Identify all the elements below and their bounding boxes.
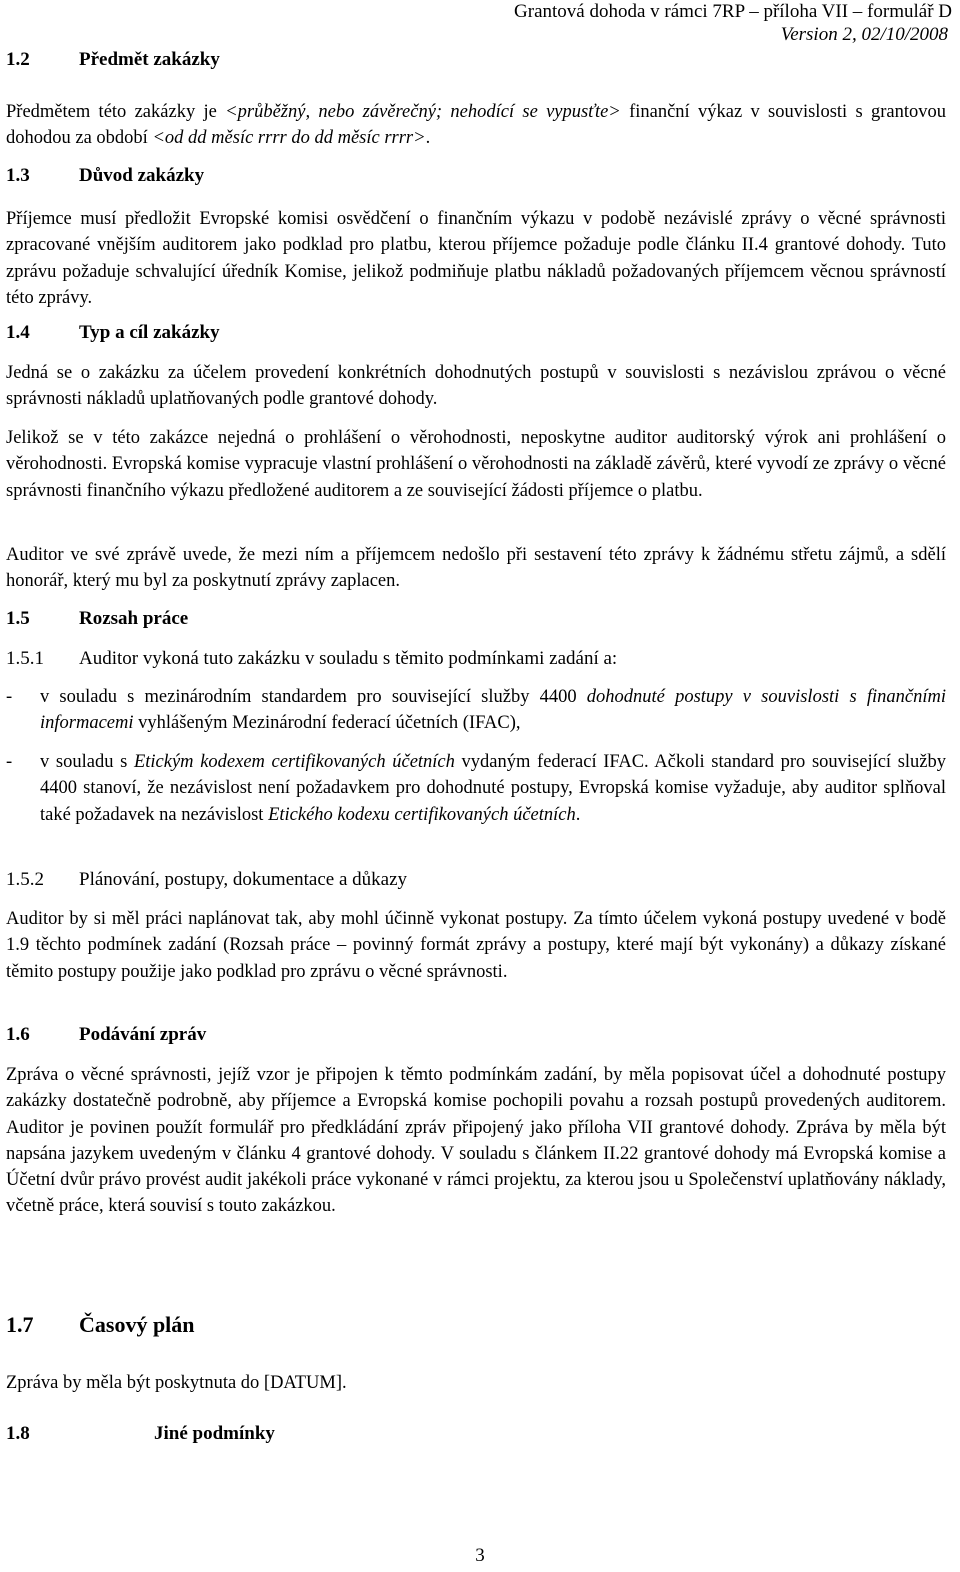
- section-heading-1-7: [6, 1313, 195, 1337]
- document-header-version: Version 2, 02/10/2008: [780, 24, 948, 45]
- paragraph-1-6: Zpráva o věcné správnosti, jejíž vzor je připojen k těmto podmínkám zadání, by měla popisovat účel a dohodnuté postupy zakázky dostatečně podrobně, aby příjemce a Evropská komise pochopili povahu a rozsah postupů provedených auditorem. Auditor je povinen použít formulář pro předkládání zpráv připojený jako příloha VII grantové dohody. Zpráva by měla být napsána jazykem uvedeným v článku 4 grantové dohody. V souladu s článkem II.22 grantové dohody má Evropská komise a Účetní dvůr právo provést audit jakékoli práce vykonané v rámci projektu, za kterou jsou u Společenství uplatňovány náklady, včetně práce, která souvisí s touto zakázkou.: [6, 1065, 946, 1217]
- paragraph-1-2: [6, 99, 946, 152]
- code-title: Etického kodexu certifikovaných účetních: [268, 804, 576, 825]
- text-run: .: [575, 804, 581, 825]
- section-number: 1.3: [6, 165, 30, 186]
- text-run: v souladu s: [40, 752, 134, 772]
- section-heading-1-6: [6, 1023, 206, 1047]
- paragraph-1-4-2: Jelikož se v této zakázce nejedná o prohlášení o věrohodnosti, neposkytne auditor auditorský výrok ani prohlášení o věrohodnosti. Evropská komise vypracuje vlastní prohlášení o věrohodnosti na základě závěrů, které vyvodí ze zprávy o věcné správnosti finančního výkazu předložené auditorem a ze související žádosti příjemce o platbu.: [6, 428, 946, 501]
- section-title: Jiné podmínky: [154, 1423, 275, 1444]
- bullet-text: [40, 749, 946, 828]
- document-header-title: Grantová dohoda v rámci 7RP – příloha VII – formulář D: [514, 1, 952, 22]
- section-number: 1.6: [6, 1024, 30, 1045]
- placeholder-period: <od dd měsíc rrrr do dd měsíc rrrr>: [152, 128, 426, 149]
- paragraph-1-7: Zpráva by měla být poskytnuta do [DATUM].: [6, 1373, 347, 1393]
- text-run: .: [425, 128, 431, 149]
- subsection-text: Plánování, postupy, dokumentace a důkazy: [79, 869, 408, 890]
- subsection-text: Auditor vykoná tuto zakázku v souladu s těmito podmínkami zadání a:: [79, 648, 618, 669]
- paragraph-1-3: Příjemce musí předložit Evropské komisi osvědčení o finančním výkazu v podobě nezávislé zprávy o věcné správnosti zpracované vnějším auditorem jako podklad pro platbu, kterou příjemce požaduje podle článku II.4 grantové dohody. Tuto zprávu požaduje schvalující úředník Komise, jelikož podmiňuje platbu nákladů požadovaných příjemcem věcnou správností této zprávy.: [6, 209, 946, 308]
- subsection-heading-1-5-1: [6, 647, 617, 671]
- placeholder-report-type: <průběžný, nebo závěrečný; nehodící se vypusťte>: [225, 102, 621, 122]
- text-run: vyhlášeným Mezinárodní federací účetních (IFAC),: [133, 713, 521, 734]
- subsection-number: 1.5.1: [6, 648, 44, 669]
- paragraph-1-4-3: Auditor ve své zprávě uvede, že mezi ním a příjemcem nedošlo při sestavení této zprávy k žádnému střetu zájmů, a sdělí honorář, který mu byl za poskytnutí zprávy zaplacen.: [6, 545, 946, 592]
- section-title: Podávání zpráv: [79, 1024, 207, 1045]
- section-number: 1.8: [6, 1423, 30, 1444]
- section-title: Typ a cíl zakázky: [79, 322, 220, 343]
- bullet-item-1: [6, 684, 946, 737]
- section-heading-1-8: [6, 1422, 275, 1446]
- bullet-dash: -: [6, 687, 13, 707]
- subsection-heading-1-5-2: [6, 868, 407, 892]
- section-title: Předmět zakázky: [79, 49, 220, 70]
- text-run: v souladu s mezinárodním standardem pro související služby 4400: [40, 687, 587, 707]
- text-run: finanční výkaz v souvislosti s grantovou dohodou za období: [6, 102, 946, 149]
- paragraph-1-4-1: Jedná se o zakázku za účelem provedení konkrétních dohodnutých postupů v souvislosti s nezávislou zprávou o věcné správnosti nákladů uplatňovaných podle grantové dohody.: [6, 363, 946, 410]
- text-run: Předmětem této zakázky je: [6, 102, 226, 122]
- paragraph-1-5-2: Auditor by si měl práci naplánovat tak, aby mohl účinně vykonat postupy. Za tímto účelem vykoná postupy uvedené v bodě 1.9 těchto podmínek zadání (Rozsah práce – povinný formát zprávy a postupy, které mají být vykonány) a důkazy získané těmito postupy použije jako podklad pro zprávu o věcné správnosti.: [6, 909, 946, 982]
- standard-title: dohodnuté postupy v souvislosti s finančními informacemi: [40, 687, 946, 734]
- bullet-item-2: [6, 749, 946, 828]
- text-run: vydaným federací IFAC. Ačkoli standard pro související služby 4400 stanoví, že nezávislost není požadavkem pro dohodnuté postupy, Evropská komise vyžaduje, aby auditor splňoval také požadavek na nezávislost: [40, 752, 947, 825]
- bullet-dash: -: [6, 752, 13, 772]
- bullet-text: [40, 684, 946, 737]
- section-number: 1.5: [6, 608, 30, 629]
- section-title: Časový plán: [79, 1312, 195, 1337]
- section-heading-1-2: [6, 48, 220, 72]
- section-heading-1-5: [6, 607, 188, 631]
- section-number: 1.7: [6, 1312, 34, 1337]
- page-number: 3: [475, 1545, 485, 1566]
- subsection-number: 1.5.2: [6, 869, 44, 890]
- section-heading-1-3: [6, 164, 204, 188]
- code-title: Etickým kodexem certifikovaných účetních: [133, 752, 455, 772]
- section-title: Rozsah práce: [79, 608, 189, 629]
- section-number: 1.2: [6, 49, 30, 70]
- section-heading-1-4: [6, 321, 220, 345]
- section-number: 1.4: [6, 322, 30, 343]
- section-title: Důvod zakázky: [79, 165, 205, 186]
